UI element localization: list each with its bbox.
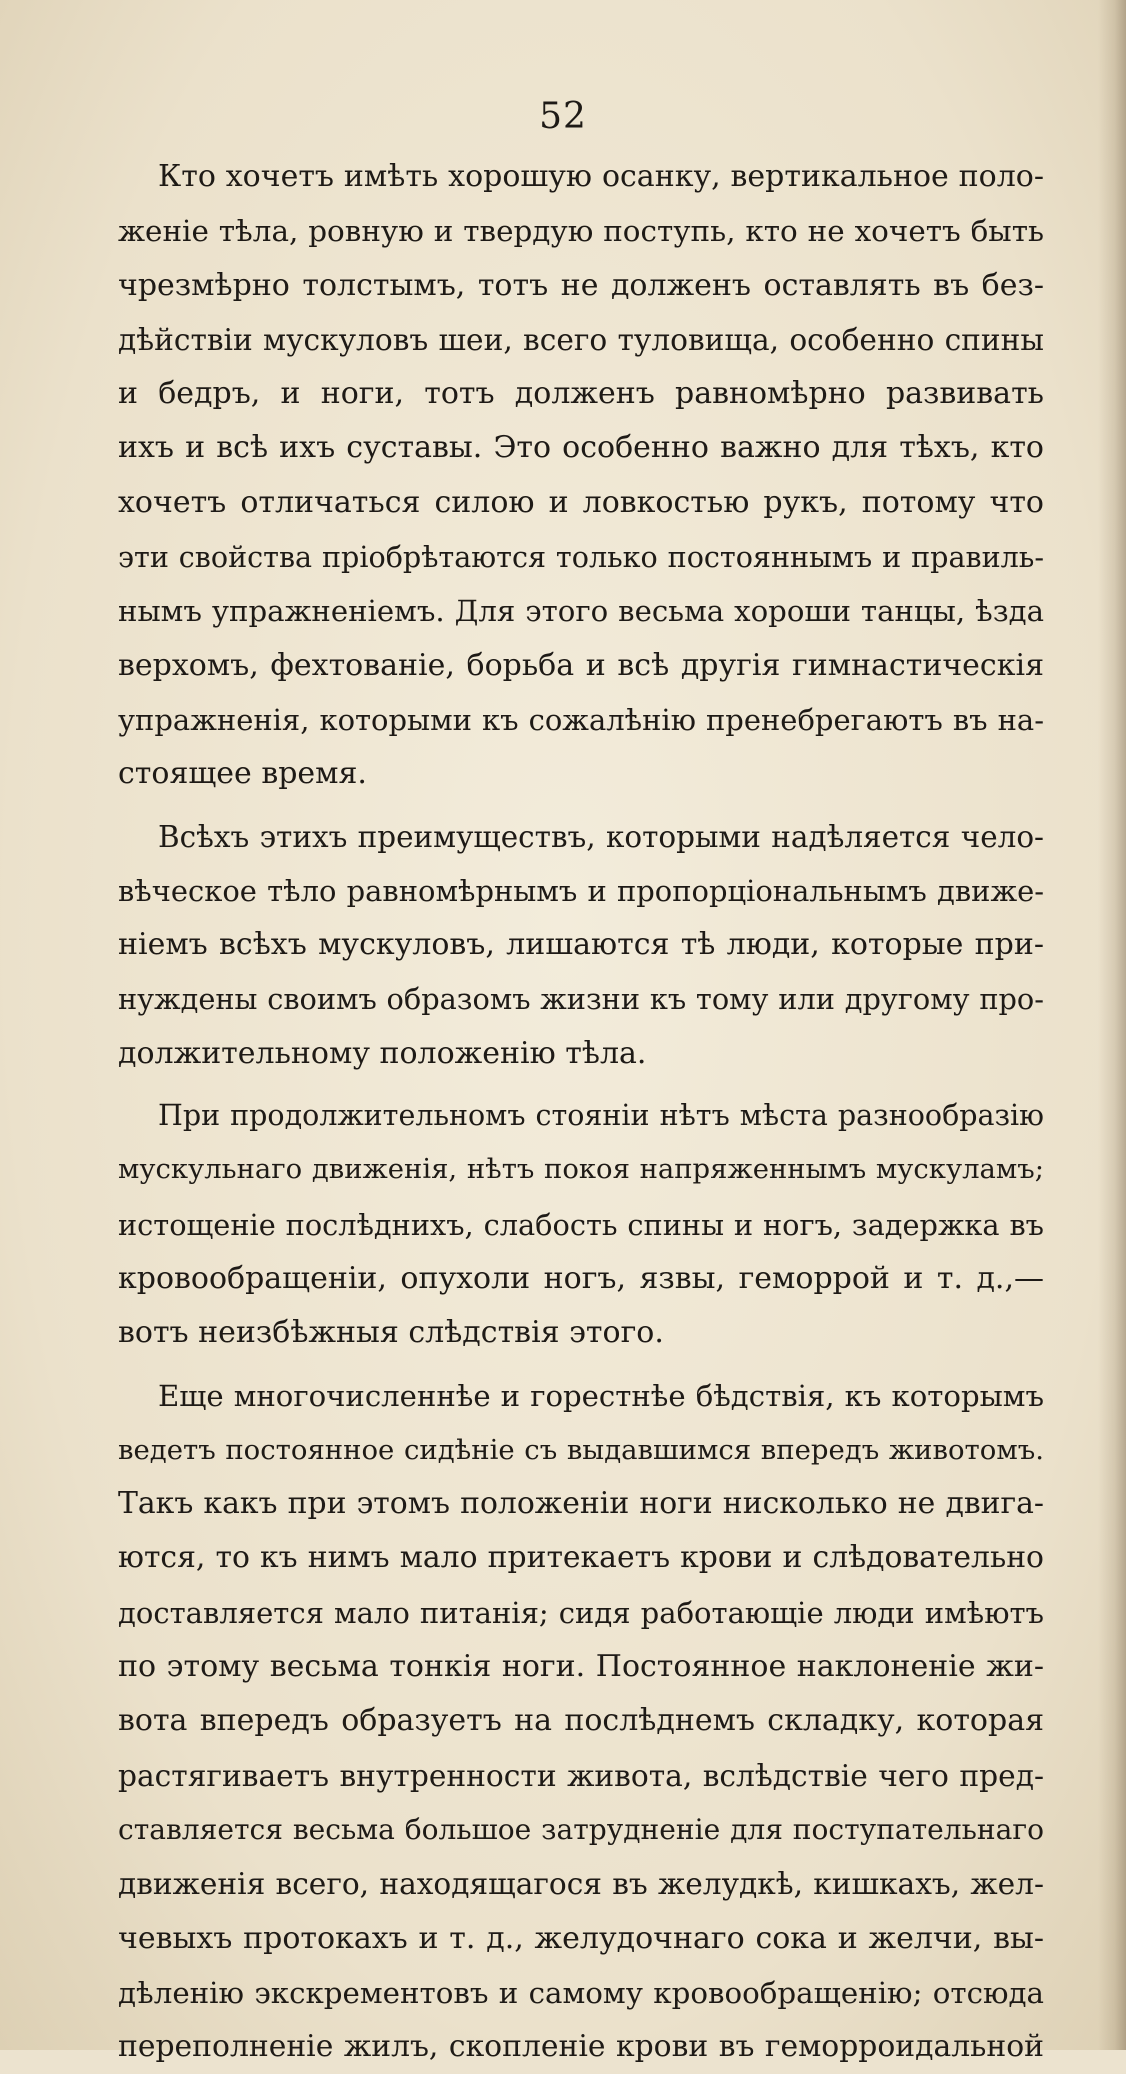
text-line: чрезмѣрно толстымъ, тотъ не долженъ оставлять въ без- bbox=[118, 267, 1044, 303]
text-line: вота впередъ образуетъ на послѣднемъ складку, которая bbox=[118, 1703, 1044, 1739]
text-line: истощеніе послѣднихъ, слабость спины и ногъ, задержка въ bbox=[118, 1207, 1044, 1242]
text-line: должительному положенію тѣла. bbox=[118, 1035, 647, 1071]
text-line: вотъ неизбѣжныя слѣдствія этого. bbox=[118, 1315, 664, 1351]
page-number: 52 bbox=[539, 96, 587, 137]
text-line: эти свойства пріобрѣтаются только постояннымъ и правиль- bbox=[118, 540, 1044, 575]
paragraph-3 bbox=[118, 1089, 1044, 1360]
text-line: мускульнаго движенія, нѣтъ покоя напряженнымъ мускуламъ; bbox=[118, 1154, 1044, 1186]
body-text bbox=[118, 150, 1044, 2074]
text-line: стоящее время. bbox=[118, 756, 367, 792]
paragraph-1 bbox=[118, 150, 1044, 802]
text-line: хочетъ отличаться силою и ловкостью рукъ, потому что bbox=[118, 484, 1044, 520]
text-line: Кто хочетъ имѣть хорошую осанку, вертикальное поло- bbox=[158, 159, 1044, 194]
text-line: переполненіе жилъ, скопленіе крови въ геморроидальной bbox=[118, 2029, 1044, 2065]
text-line: женіе тѣла, ровную и твердую поступь, кто не хочетъ быть bbox=[118, 214, 1044, 249]
text-line: чевыхъ протокахъ и т. д., желудочнаго сока и желчи, вы- bbox=[118, 1920, 1044, 1956]
paragraph-2 bbox=[118, 810, 1044, 1081]
text-line: нуждены своимъ образомъ жизни къ тому или другому про- bbox=[118, 982, 1044, 1017]
text-line: Всѣхъ этихъ преимуществъ, которыми надѣляется чело- bbox=[158, 819, 1044, 854]
text-line: ставляется весьма большое затрудненіе для поступательнаго bbox=[118, 1812, 1044, 1846]
text-line: дѣленію экскрементовъ и самому кровообращенію; отсюда bbox=[118, 1975, 1044, 2010]
text-line: движенія всего, находящагося въ желудкѣ, кишкахъ, жел- bbox=[118, 1867, 1044, 1902]
text-line: ются, то къ нимъ мало притекаетъ крови и слѣдовательно bbox=[118, 1540, 1044, 1576]
text-line: и бедръ, и ноги, тотъ долженъ равномѣрно развивать bbox=[118, 376, 1044, 412]
text-line: по этому весьма тонкія ноги. Постоянное наклоненіе жи- bbox=[118, 1649, 1044, 1685]
text-line: упражненія, которыми къ сожалѣнію пренебрегаютъ въ на- bbox=[118, 702, 1044, 737]
text-line: вѣческое тѣло равномѣрнымъ и пропорціональнымъ движе- bbox=[118, 873, 1044, 908]
text-line: ихъ и всѣ ихъ суставы. Это особенно важно для тѣхъ, кто bbox=[118, 430, 1044, 466]
text-line: дѣйствіи мускуловъ шеи, всего туловища, особенно спины bbox=[118, 321, 1044, 357]
text-line: ніемъ всѣхъ мускуловъ, лишаются тѣ люди, которые при- bbox=[118, 927, 1044, 963]
text-line: доставляется мало питанія; сидя работающіе люди имѣютъ bbox=[118, 1595, 1044, 1630]
text-line: растягиваетъ внутренности живота, вслѣдствіе чего пред- bbox=[118, 1757, 1044, 1793]
text-line: кровообращеніи, опухоли ногъ, язвы, геморрой и т. д.,— bbox=[118, 1260, 1044, 1296]
paragraph-4 bbox=[118, 1369, 1044, 2074]
text-line: нымъ упражненіемъ. Для этого весьма хороши танцы, ѣзда bbox=[118, 594, 1044, 629]
text-line: Еще многочисленнѣе и горестнѣе бѣдствія, къ которымъ bbox=[158, 1378, 1044, 1413]
text-line: Такъ какъ при этомъ положеніи ноги нисколько не двига- bbox=[118, 1486, 1044, 1522]
text-line: При продолжительномъ стояніи нѣтъ мѣста разнообразію bbox=[158, 1099, 1044, 1133]
page-edge-shadow bbox=[1098, 0, 1126, 2050]
text-line: ведетъ постоянное сидѣніе съ выдавшимся впередъ животомъ. bbox=[118, 1433, 1044, 1466]
text-line: верхомъ, фехтованіе, борьба и всѣ другія гимнастическія bbox=[118, 647, 1044, 683]
